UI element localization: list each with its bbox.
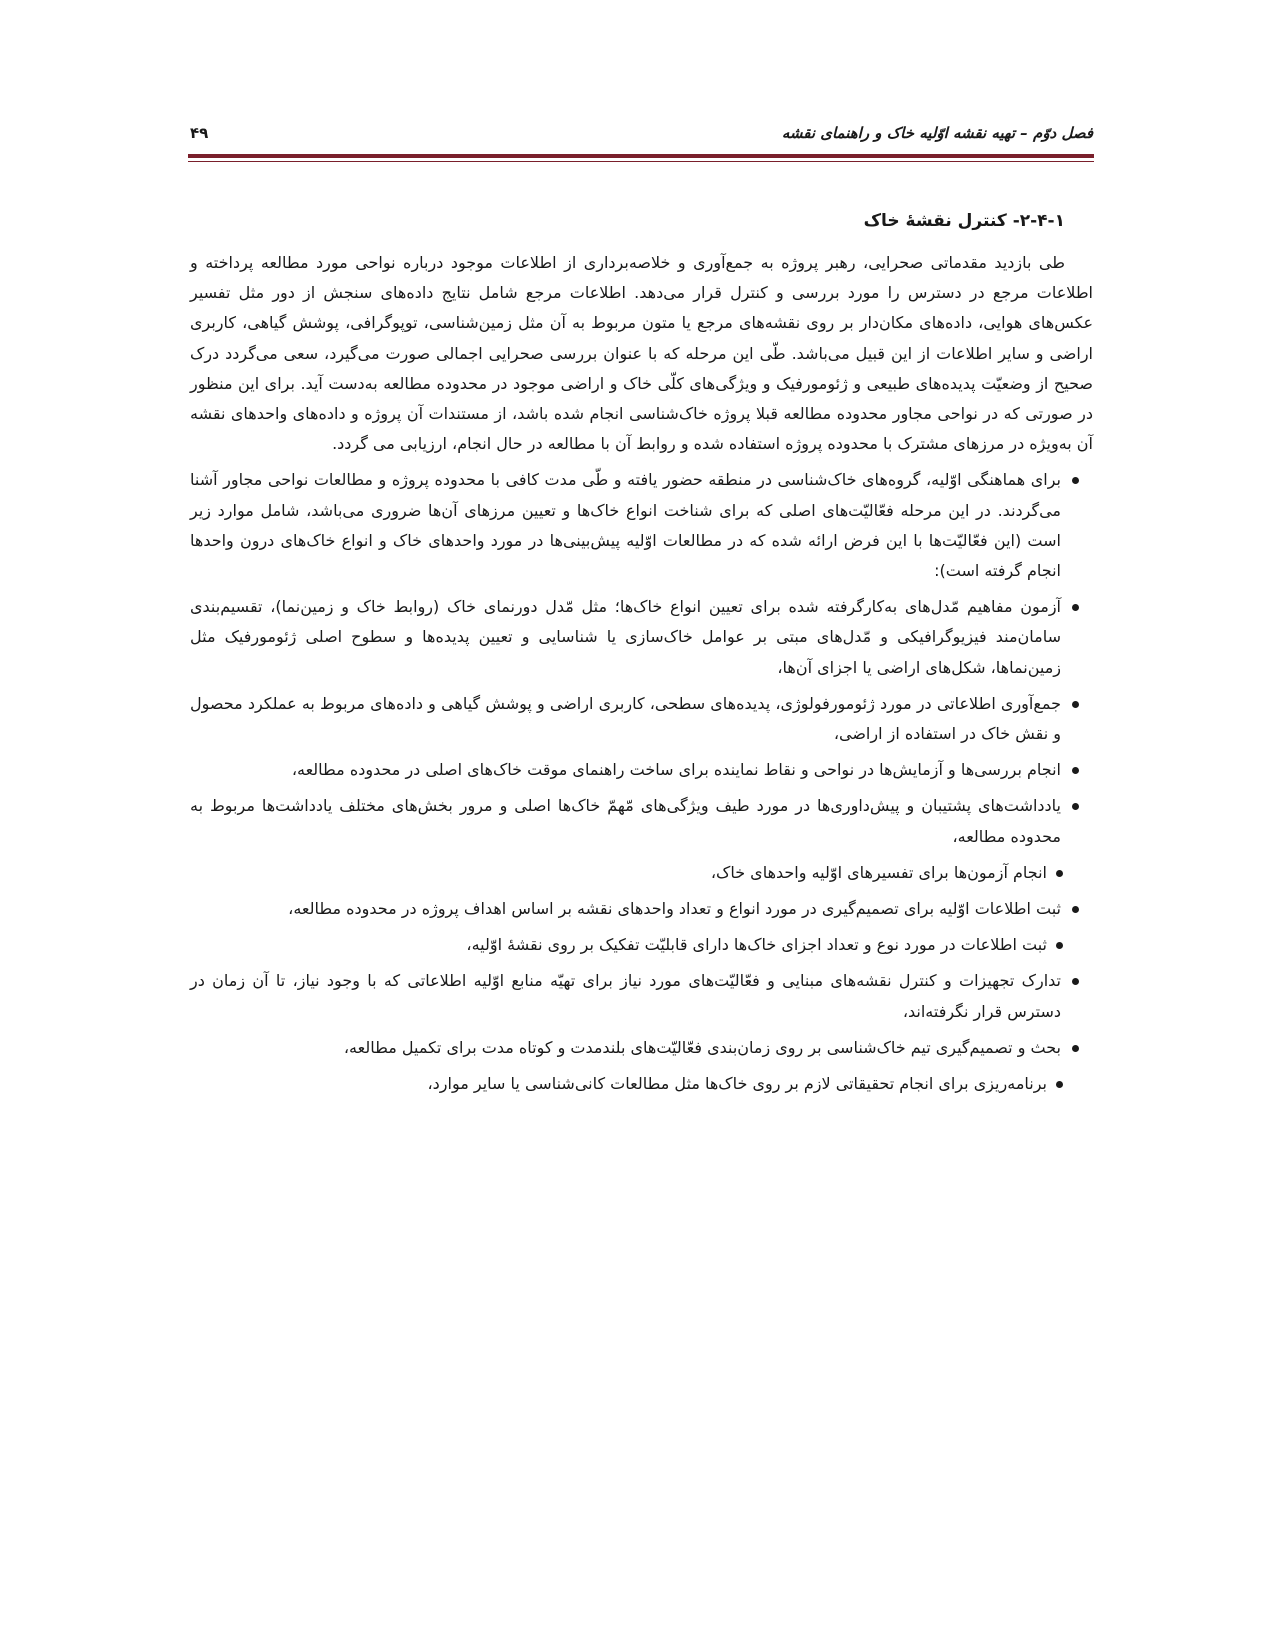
list-item-text: انجام آزمون‌ها برای تفسیرهای اوّلیه واحدهای خاک، <box>710 862 1047 882</box>
list-item <box>190 791 1093 851</box>
bullet-icon <box>1072 477 1079 484</box>
page-body <box>190 208 1093 1099</box>
list-item-text: ثبت اطلاعات در مورد نوع و تعداد اجزای خاک‌ها دارای قابلیّت تفکیک بر روی نقشۀ اوّلیه، <box>466 935 1047 955</box>
list-item <box>190 858 1093 888</box>
list-item <box>190 1069 1093 1099</box>
list-item-text: برنامه‌ریزی برای انجام تحقیقاتی لازم بر روی خاک‌ها مثل مطالعات کانی‌شناسی یا سایر موارد، <box>427 1074 1047 1094</box>
list-item-text: برای هماهنگی اوّلیه، گروه‌های خاک‌شناسی در منطقه حضور یافته و طّی مدت کافی با محدوده پروژه و مطالعات نواحی مجاور آشنا می‌گردند. در این مرحله فعّالیّت‌های اصلی که برای شناخت انواع خاک‌ها و تعیین مرزهای آن‌ها ضروری می‌باشد، شامل موارد زیر است (این فعّالیّت‌ها با این فرض ارائه شده که در مطالعات اوّلیه پیش‌بینی‌ها در مورد واحدهای خاک و انواع خاک‌های درون واحدها انجام گرفته است): <box>190 470 1061 581</box>
bullet-icon <box>1072 701 1079 708</box>
list-item-text: انجام بررسی‌ها و آزمایش‌ها در نواحی و نقاط نماینده برای ساخت راهنمای موقت خاک‌های اصلی در محدوده مطالعه، <box>291 760 1061 780</box>
list-item <box>190 930 1093 960</box>
list-item <box>190 1033 1093 1063</box>
list-item-text: ثبت اطلاعات اوّلیه برای تصمیم‌گیری در مورد انواع و تعداد واحدهای نقشه بر اساس اهداف پروژه در محدوده مطالعه، <box>288 899 1061 919</box>
bullet-icon <box>1056 942 1063 949</box>
page-number: ۴۹ <box>190 124 209 142</box>
bullet-icon <box>1072 978 1079 985</box>
list-item-text: جمع‌آوری اطلاعاتی در مورد ژئومورفولوژی، پدیده‌های سطحی، کاربری اراضی و پوشش گیاهی و داده‌های مربوط به عملکرد محصول و نقش خاک در استفاده از اراضی، <box>190 693 1061 744</box>
list-item <box>190 465 1093 586</box>
running-header <box>190 124 1093 148</box>
list-item <box>190 755 1093 785</box>
chapter-title: فصل دوّم – تهیه نقشه اوّلیه خاک و راهنمای نقشه <box>781 124 1093 142</box>
list-item-text: تدارک تجهیزات و کنترل نقشه‌های مبنایی و فعّالیّت‌های مورد نیاز برای تهیّه منابع اوّلیه اطلاعاتی که با وجود نیاز، تا آن زمان در دسترس قرار نگرفته‌اند، <box>190 971 1061 1021</box>
bullet-icon <box>1072 604 1079 611</box>
header-rule-thin <box>188 161 1094 162</box>
bullet-icon <box>1056 870 1063 877</box>
bullet-icon <box>1072 1045 1079 1052</box>
list-item <box>190 894 1093 924</box>
bullet-icon <box>1056 1081 1063 1088</box>
list-item-text: یادداشت‌های پشتیبان و پیش‌داوری‌ها در مورد طیف ویژگی‌های مّهمّ خاک‌ها اصلی و مرور بخش‌های مختلف یادداشت‌ها مربوط به محدوده مطالعه، <box>190 796 1061 846</box>
bullet-icon <box>1072 803 1079 810</box>
list-item-text: بحث و تصمیم‌گیری تیم خاک‌شناسی بر روی زمان‌بندی فعّالیّت‌های بلندمدت و کوتاه مدت برای تکمیل مطالعه، <box>343 1037 1061 1057</box>
section-heading: ۲-۴-۱- کنترل نقشۀ خاک <box>863 211 1065 231</box>
bullet-icon <box>1072 767 1079 774</box>
bullet-icon <box>1072 906 1079 913</box>
header-rule-thick <box>188 154 1094 158</box>
intro-paragraph: طی بازدید مقدماتی صحرایی، رهبر پروژه به جمع‌آوری و خلاصه‌برداری از اطلاعات موجود درباره نواحی مورد مطالعه پرداخته و اطلاعات مرجع در دسترس را مورد بررسی و کنترل قرار می‌دهد. اطلاعات مرجع شامل نتایج داده‌های سنجش از دور مثل تفسیر عکس‌های هوایی، داده‌های مکان‌دار بر روی نقشه‌های مرجع یا متون مربوط به آن مثل زمین‌شناسی، توپوگرافی، پوشش گیاهی، کاربری اراضی و سایر اطلاعات از این قبیل می‌باشد. طّی این مرحله که با عنوان بررسی صحرایی اجمالی صورت می‌گیرد، سعی می‌گردد درک صحیح از وضعیّت پدیده‌های طبیعی و ژئومورفیک و ویژگی‌های کلّی خاک و اراضی موجود در محدوده مطالعه به‌دست آید. برای این منظور در صورتی که در نواحی مجاور محدوده مطالعه قبلا پروژه خاک‌شناسی انجام شده باشد، از مستندات آن پروژه و داده‌های واحدهای نقشه آن به‌ویژه در مرزهای مشترک با محدوده پروژه استفاده شده و روابط آن با مطالعه در حال انجام، ارزیابی می گردد. <box>190 253 1093 454</box>
bullet-list <box>190 465 1093 1099</box>
list-item <box>190 689 1093 749</box>
list-item <box>190 592 1093 683</box>
list-item-text: آزمون مفاهیم مّدل‌های به‌کارگرفته شده برای تعیین انواع خاک‌ها؛ مثل مّدل دورنمای خاک (روابط خاک و زمین‌نما)، تقسیم‌بندی سامان‌مند فیزیوگرافیکی و مّدل‌های مبتی بر عوامل خاک‌سازی یا شناسایی و تعیین پدیده‌ها و سطوح اصلی ژئومورفیک مثل زمین‌نماها، شکل‌های اراضی یا اجزای آن‌ها، <box>190 597 1061 677</box>
list-item <box>190 966 1093 1026</box>
